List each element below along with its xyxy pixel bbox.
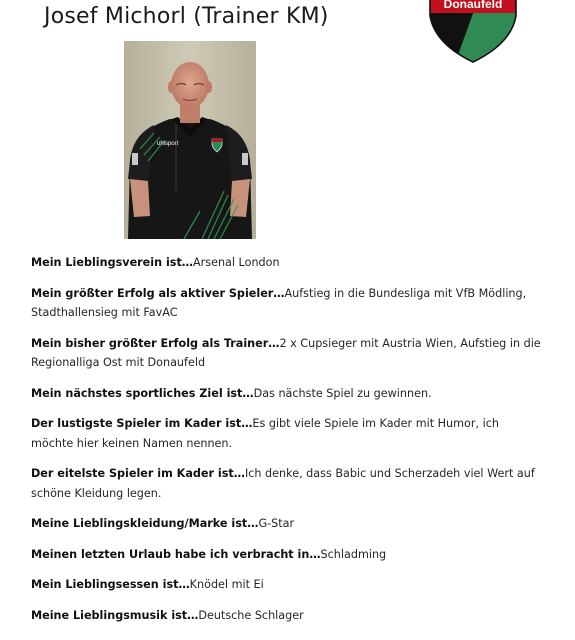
qa-answer: Deutsche Schlager <box>198 608 304 622</box>
qa-answer: Knödel mit Ei <box>189 578 264 591</box>
qa-item <box>31 545 541 565</box>
qa-item <box>31 514 541 534</box>
qa-answer: Arsenal London <box>192 256 280 269</box>
qa-item <box>31 334 541 373</box>
qa-answer: Ich denke, dass Babic und Scherzadeh viel Wert auf schöne Kleidung legen. <box>31 467 535 500</box>
qa-item <box>31 606 541 626</box>
qa-question: Meinen letzten Urlaub habe ich verbracht in… <box>31 547 321 561</box>
qa-item <box>31 253 541 273</box>
qa-question: Mein Lieblingsessen ist… <box>31 578 190 591</box>
qa-answer: Aufstieg in die Bundesliga mit VfB Mödling, Stadthallensieg mit FavAC <box>31 286 527 319</box>
page-title: Josef Michorl (Trainer KM) <box>44 4 329 29</box>
qa-item <box>31 414 541 453</box>
qa-answer: 2 x Cupsieger mit Austria Wien, Aufstieg in die Regionalliga Ost mit Donaufeld <box>31 336 541 369</box>
qa-item <box>31 284 541 323</box>
shirt-brand-text: uhlsport <box>157 141 179 147</box>
qa-question: Der eitelste Spieler im Kader ist… <box>31 467 245 480</box>
qa-question: Der lustigste Spieler im Kader ist… <box>31 417 253 430</box>
qa-item <box>31 384 541 404</box>
qa-question: Mein nächstes sportliches Ziel ist… <box>31 386 254 400</box>
qa-question: Meine Lieblingsmusik ist… <box>31 608 199 622</box>
coach-portrait-photo <box>124 41 256 239</box>
qa-item <box>31 464 541 503</box>
qa-answer: Das nächste Spiel zu gewinnen. <box>253 386 432 400</box>
club-crest-logo <box>424 0 522 64</box>
qa-list <box>31 253 541 625</box>
qa-answer: Es gibt viele Spiele im Kader mit Humor, ich möchte hier keinen Namen nennen. <box>31 417 499 450</box>
qa-question: Mein größter Erfolg als aktiver Spieler… <box>31 286 285 300</box>
qa-question: Meine Lieblingskleidung/Marke ist… <box>31 517 259 530</box>
qa-question: Mein Lieblingsverein ist… <box>31 256 193 269</box>
club-crest-text: Donaufeld <box>443 0 503 11</box>
qa-answer: G-Star <box>258 517 295 530</box>
qa-item <box>31 575 541 595</box>
qa-question: Mein bisher größter Erfolg als Trainer… <box>31 336 280 350</box>
qa-answer: Schladming <box>320 547 387 561</box>
